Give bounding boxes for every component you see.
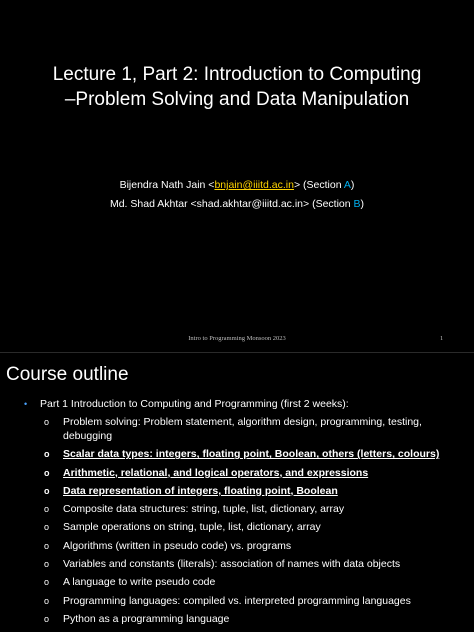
page-number: 1 bbox=[440, 335, 444, 342]
bullet-dot-icon: • bbox=[24, 399, 28, 409]
list-item bbox=[44, 557, 464, 571]
circle-bullet-icon: o bbox=[44, 540, 50, 551]
circle-bullet-icon: o bbox=[44, 485, 50, 496]
list-item-text: Problem solving: Problem statement, algorithm design, programming, testing, debugging bbox=[63, 416, 422, 442]
author2-name: Md. Shad Akhtar <shad.akhtar@iiitd.ac.in> (Section bbox=[109, 198, 354, 210]
author1-email-link[interactable]: bnjain@iiitd.ac.in bbox=[214, 179, 294, 191]
list-item bbox=[44, 415, 464, 443]
author2-close: ) bbox=[360, 198, 365, 210]
author1-close: ) bbox=[350, 179, 355, 191]
list-item-text: Programming languages: compiled vs. interpreted programming languages bbox=[63, 594, 411, 607]
list-item bbox=[44, 484, 464, 498]
circle-bullet-icon: o bbox=[44, 467, 50, 478]
part1-text: Part 1 Introduction to Computing and Programming (first 2 weeks): bbox=[40, 398, 349, 410]
lecture-title-line2: –Problem Solving and Data Manipulation bbox=[64, 89, 410, 110]
lecture-title bbox=[0, 62, 474, 112]
author1-section: A bbox=[343, 179, 351, 191]
list-item-text: Variables and constants (literals): association of names with data objects bbox=[63, 558, 401, 571]
lecture-title-line1: Lecture 1, Part 2: Introduction to Computing bbox=[52, 64, 422, 85]
author1-name: Bijendra Nath Jain < bbox=[119, 179, 215, 191]
outline-slide bbox=[0, 353, 474, 632]
author-line-2 bbox=[0, 195, 474, 214]
list-item-text: Python as a programming language bbox=[63, 612, 230, 625]
author2-section: B bbox=[353, 198, 361, 210]
outline-title: Course outline bbox=[6, 364, 129, 385]
author-block bbox=[0, 176, 474, 214]
list-item-text: Scalar data types: integers, floating point, Boolean, others (letters, colours) bbox=[63, 448, 440, 461]
footer-course-name: Intro to Programming Monsoon 2023 bbox=[188, 335, 286, 342]
list-item bbox=[44, 575, 464, 589]
circle-bullet-icon: o bbox=[44, 417, 50, 427]
outline-sub-list bbox=[44, 415, 464, 630]
circle-bullet-icon: o bbox=[44, 577, 50, 588]
circle-bullet-icon: o bbox=[44, 449, 50, 460]
list-item bbox=[44, 466, 464, 480]
list-item bbox=[44, 539, 464, 553]
circle-bullet-icon: o bbox=[44, 559, 50, 570]
list-item-text: Arithmetic, relational, and logical operators, and expressions bbox=[63, 466, 369, 479]
list-item-text: Composite data structures: string, tuple, list, dictionary, array bbox=[63, 503, 345, 516]
list-item-text: Algorithms (written in pseudo code) vs. programs bbox=[63, 539, 292, 552]
list-item bbox=[44, 594, 464, 608]
list-item bbox=[44, 520, 464, 534]
circle-bullet-icon: o bbox=[44, 613, 50, 624]
list-item-text: A language to write pseudo code bbox=[63, 576, 216, 589]
author-line-1 bbox=[0, 176, 474, 195]
circle-bullet-icon: o bbox=[44, 595, 50, 606]
circle-bullet-icon: o bbox=[44, 504, 50, 515]
author1-suffix: > (Section bbox=[293, 179, 344, 191]
list-item bbox=[44, 447, 464, 461]
list-item bbox=[44, 612, 464, 626]
circle-bullet-icon: o bbox=[44, 522, 50, 533]
list-item bbox=[44, 502, 464, 516]
list-item-text: Sample operations on string, tuple, list, dictionary, array bbox=[63, 521, 321, 534]
list-item-text: Data representation of integers, floating point, Boolean bbox=[63, 484, 338, 497]
